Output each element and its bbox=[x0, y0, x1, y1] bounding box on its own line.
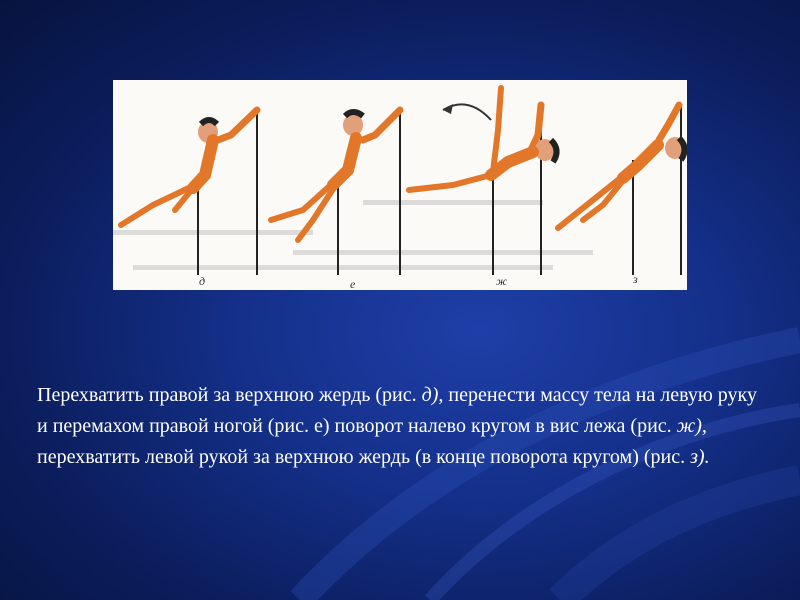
caption-ref-d: д), bbox=[421, 384, 444, 406]
caption-part: Перехватить правой за верхнюю жердь (рис. bbox=[37, 384, 422, 406]
gymnast-sequence bbox=[113, 80, 687, 290]
exercise-illustration bbox=[113, 80, 687, 290]
figure-label-d: д bbox=[199, 274, 206, 288]
caption-part: перенести массу тела на левую руку и перемахом правой ногой (рис. е) поворот налево кругом в вис лежа (рис. bbox=[37, 384, 757, 437]
caption-ref-z: з). bbox=[690, 446, 710, 468]
figure-label-zh: ж bbox=[496, 274, 508, 288]
caption-ref-zh: ж), bbox=[676, 415, 707, 437]
figure-d bbox=[121, 108, 257, 275]
figure-zh bbox=[409, 88, 557, 275]
figure-label-z: з bbox=[633, 272, 638, 286]
ghost-text-line bbox=[133, 265, 553, 270]
figure-label-e: е bbox=[350, 277, 356, 290]
caption-part: перехватить левой рукой за верхнюю жердь (в конце поворота кругом) (рис. bbox=[37, 446, 691, 468]
figure-z bbox=[558, 105, 685, 275]
figure-e bbox=[271, 108, 400, 275]
ghost-text-line bbox=[363, 200, 543, 205]
ghost-text-line bbox=[113, 230, 313, 235]
exercise-description bbox=[37, 380, 767, 473]
